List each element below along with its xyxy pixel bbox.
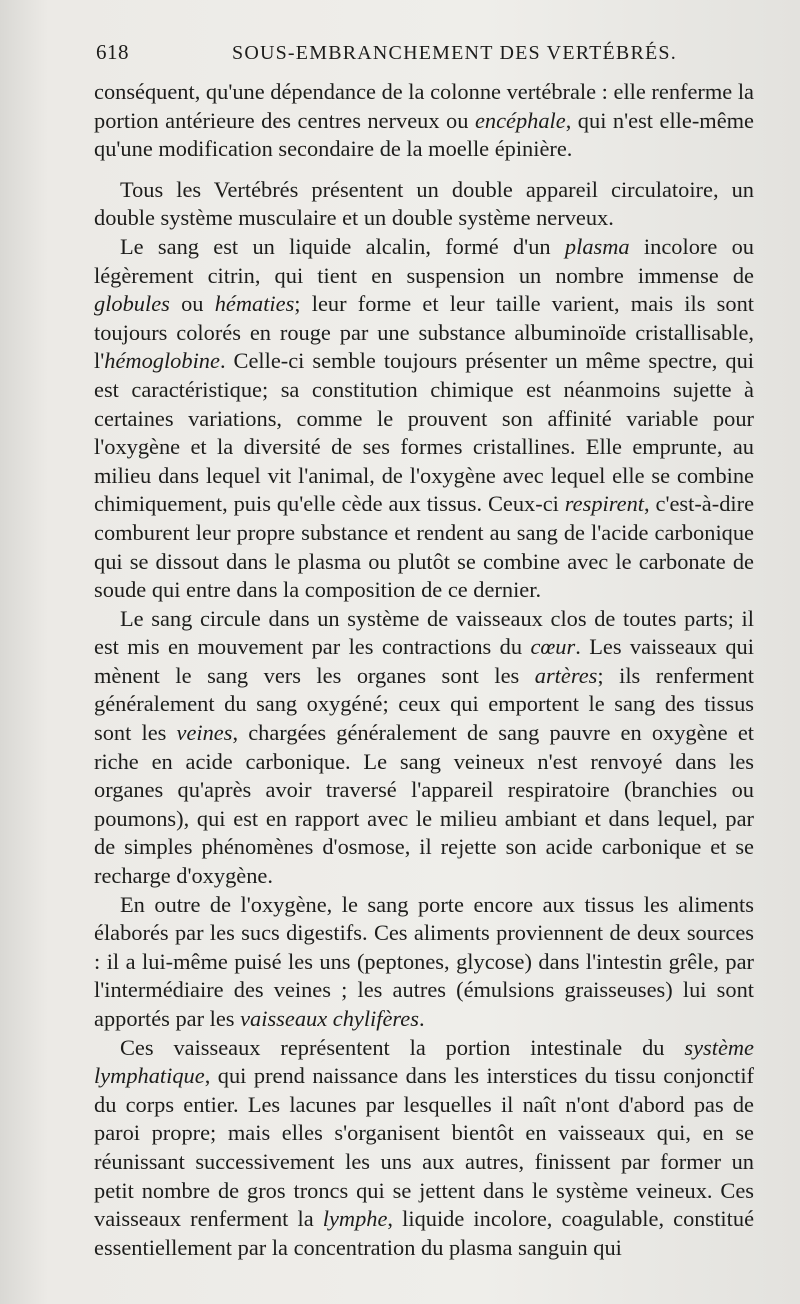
paragraph-5: En outre de l'oxygène, le sang porte encore aux tissus les aliments élaborés par les sucs digestifs. Ces aliments proviennent de deux sources : il a lui-même puisé les uns (peptones, glycose) dans l'intestin grêle, par l'intermédiaire des veines ; les autres (émulsions graisseuses) lui sont apportés par les vaisseaux chylifères. — [94, 891, 754, 1031]
paragraph-2: Tous les Vertébrés présentent un double appareil circulatoire, un double système musculaire et un double système nerveux. — [94, 176, 754, 231]
page-number: 618 — [96, 40, 129, 64]
running-title: SOUS-EMBRANCHEMENT DES VERTÉBRÉS. — [232, 42, 677, 64]
paragraph-3: Le sang est un liquide alcalin, formé d'un plasma incolore ou légèrement citrin, qui tient en suspension un nombre immense de globules ou hématies; leur forme et leur taille varient, mais ils sont toujours colorés en rouge par une substance albuminoïde cristallisable, l'hémoglobine. Celle-ci semble toujours présenter un même spectre, qui est caractéristique; sa constitution chimique est néanmoins sujette à certaines variations, comme le prouvent son affinité variable pour l'oxygène et la diversité de ses formes cristallines. Elle emprunte, au milieu dans lequel vit l'animal, de l'oxygène avec lequel elle se combine chimiquement, puis qu'elle cède aux tissus. Ceux-ci respirent, c'est-à-dire comburent leur propre substance et rendent au sang de l'acide carbonique qui se dissout dans le plasma ou plutôt se combine avec le carbonate de soude qui entre dans la composition de ce dernier. — [94, 233, 755, 603]
paragraph-6: Ces vaisseaux représentent la portion intestinale du système lymphatique, qui prend naissance dans les interstices du tissu conjonctif du corps entier. Les lacunes par lesquelles il naît n'ont d'abord pas de paroi propre; mais elles s'organisent bientôt en vaisseaux qui, en se réunissant successivement les uns aux autres, finissent par former un petit nombre de gros troncs qui se jettent dans le système veineux. Ces vaisseaux renferment la lymphe, liquide incolore, coagulable, constitué essentiellement par la concentration du plasma sanguin qui — [94, 1034, 755, 1260]
body-text — [94, 78, 754, 1262]
paragraph-1: conséquent, qu'une dépendance de la colonne vertébrale : elle renferme la portion antérieure des centres nerveux ou encéphale, qui n'est elle-même qu'une modification secondaire de la moelle épinière. — [94, 79, 754, 162]
paragraph-4: Le sang circule dans un système de vaisseaux clos de toutes parts; il est mis en mouvement par les contractions du cœur. Les vaisseaux qui mènent le sang vers les organes sont les artères; ils renferment généralement du sang oxygéné; ceux qui emportent le sang des tissus sont les veines, chargées généralement de sang pauvre en oxygène et riche en acide carbonique. Le sang veineux n'est renvoyé dans les organes qu'après avoir traversé l'appareil respiratoire (branchies ou poumons), qui est en rapport avec le milieu ambiant et dans lequel, par de simples phénomènes d'osmose, il rejette son acide carbonique et se recharge d'oxygène. — [94, 605, 754, 889]
page-header — [96, 38, 732, 74]
